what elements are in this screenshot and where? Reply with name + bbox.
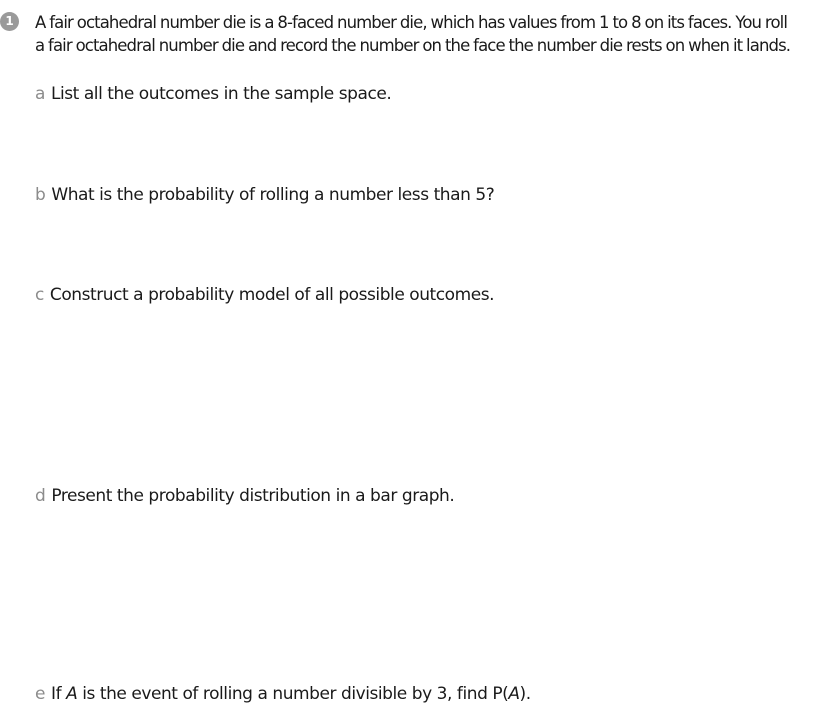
part-a-text: List all the outcomes in the sample space. (50, 84, 392, 104)
part-b (35, 184, 494, 206)
part-e-text-suffix: ). (519, 684, 531, 704)
part-a (35, 83, 391, 105)
part-d-label: d (35, 486, 46, 506)
part-c-label: c (35, 285, 44, 305)
part-e-text-prefix: If (51, 684, 67, 704)
part-e-label: e (35, 684, 46, 704)
question-number-badge: 1 (0, 12, 19, 31)
part-c-text: Construct a probability model of all possible outcomes. (49, 285, 495, 305)
part-b-text: What is the probability of rolling a number less than 5? (51, 185, 495, 205)
part-e-event-symbol: A (66, 684, 78, 704)
question-stem (35, 11, 825, 57)
part-b-label: b (35, 185, 46, 205)
part-c (35, 284, 494, 306)
part-d (35, 485, 454, 507)
question-stem-line-1: A fair octahedral number die is a 8-faced number die, which has values from 1 to 8 on its faces. You roll (35, 13, 788, 32)
question-stem-line-2: a fair octahedral number die and record the number on the face the number die rests on when it lands. (35, 36, 791, 55)
part-d-text: Present the probability distribution in a bar graph. (51, 486, 455, 506)
part-e-event-symbol-repeat: A (508, 684, 520, 704)
part-a-label: a (35, 84, 45, 104)
part-e-text-middle: is the event of rolling a number divisible by 3, find P( (77, 684, 509, 704)
part-e (35, 683, 531, 705)
